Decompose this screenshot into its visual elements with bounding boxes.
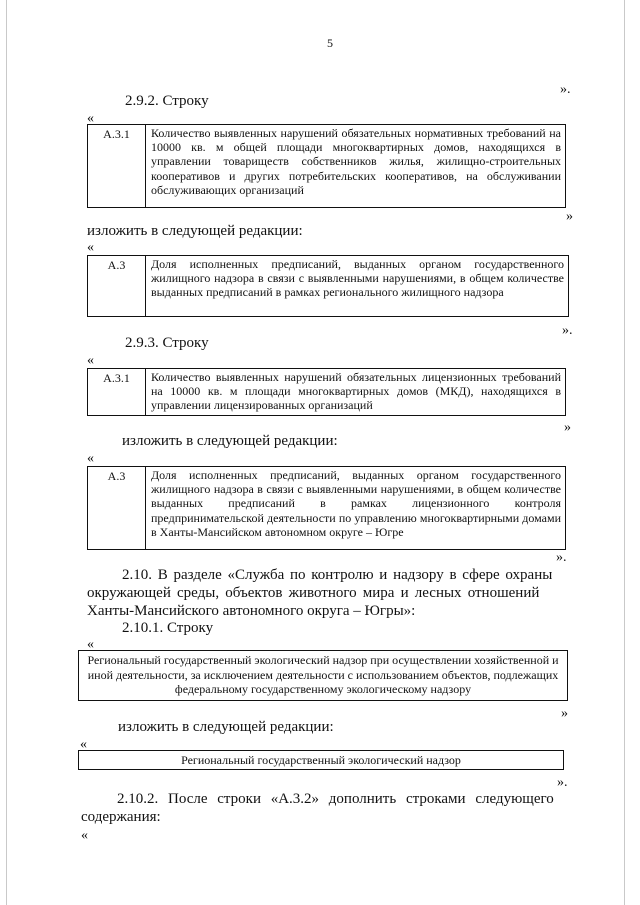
table-row-new-a3: [87, 255, 569, 317]
scan-margin-right: [624, 0, 625, 905]
table-row-new-a3: [87, 466, 566, 550]
opening-quote: «: [87, 451, 94, 466]
restate-instruction: изложить в следующей редакции:: [122, 433, 338, 449]
section-2-10-line3: Ханты-Мансийского автономного округа – Югры»:: [87, 603, 416, 619]
closing-quote: »: [564, 420, 571, 435]
row-code: А.3: [88, 256, 146, 316]
row-description: Количество выявленных нарушений обязательных лицензионных требований на 10000 кв. м площади многоквартирных домов (МКД), находящихся в управлении лицензированных организаций: [151, 370, 561, 413]
opening-quote: «: [87, 637, 94, 652]
table-row-old-a31: [87, 124, 566, 208]
row-code: А.3: [88, 467, 146, 549]
closing-quote: »: [566, 209, 573, 224]
row-description: Количество выявленных нарушений обязательных нормативных требований на 10000 кв. м общей площади многоквартирных домов, находящихся в управлении товариществ собственников жилья, жилищно-строительных кооперативов и других потребительских кооперативов, на обслуживании обслуживающих организаций: [151, 126, 561, 197]
row-description: Доля исполненных предписаний, выданных органом государственного жилищного надзора в связи с выявленными нарушениями, в общем количестве выданных предписаний в рамках регионального жилищного надзора: [151, 257, 564, 300]
opening-quote: «: [87, 353, 94, 368]
section-2-10-2-line1: 2.10.2. После строки «А.3.2» дополнить строками следующего: [117, 791, 554, 807]
closing-quote: ».: [562, 323, 573, 338]
heading-2-9-2: 2.9.2. Строку: [125, 93, 209, 109]
opening-quote: «: [87, 240, 94, 255]
closing-quote: ».: [557, 775, 568, 790]
heading-2-10-1: 2.10.1. Строку: [122, 620, 214, 636]
table-row-old-a31: [87, 368, 566, 416]
scan-margin-left: [6, 0, 7, 905]
row-code: А.3.1: [88, 369, 146, 415]
row-description: Доля исполненных предписаний, выданных органом государственного жилищного надзора в связи с выявленными нарушениями, в общем количестве выданных предписаний в рамках лицензионного контроля предпринимательской деятельности по управлению многоквартирными домами в Ханты-Мансийском автономном округе – Югре: [151, 468, 561, 539]
table-row-new-eco: Региональный государственный экологический надзор: [78, 750, 564, 770]
section-2-10-line1: 2.10. В разделе «Служба по контролю и надзору в сфере охраны: [122, 567, 553, 583]
opening-quote: «: [80, 737, 87, 752]
closing-quote: »: [561, 706, 568, 721]
table-row-old-eco: Региональный государственный экологический надзор при осуществлении хозяйственной и иной деятельности, за исключением деятельности с использованием объектов, подлежащих федеральному государственному экологическому надзору: [78, 650, 568, 701]
closing-quote: ».: [560, 82, 571, 97]
section-2-10-2-line2: содержания:: [81, 809, 161, 825]
page-number: 5: [327, 36, 333, 50]
opening-quote: «: [87, 111, 94, 126]
restate-instruction: изложить в следующей редакции:: [118, 719, 334, 735]
opening-quote: «: [81, 828, 88, 843]
restate-instruction: изложить в следующей редакции:: [87, 223, 303, 239]
closing-quote: ».: [556, 550, 567, 565]
row-code: А.3.1: [88, 125, 146, 207]
section-2-10-line2: окружающей среды, объектов животного мира и лесных отношений: [87, 585, 540, 601]
heading-2-9-3: 2.9.3. Строку: [125, 335, 209, 351]
